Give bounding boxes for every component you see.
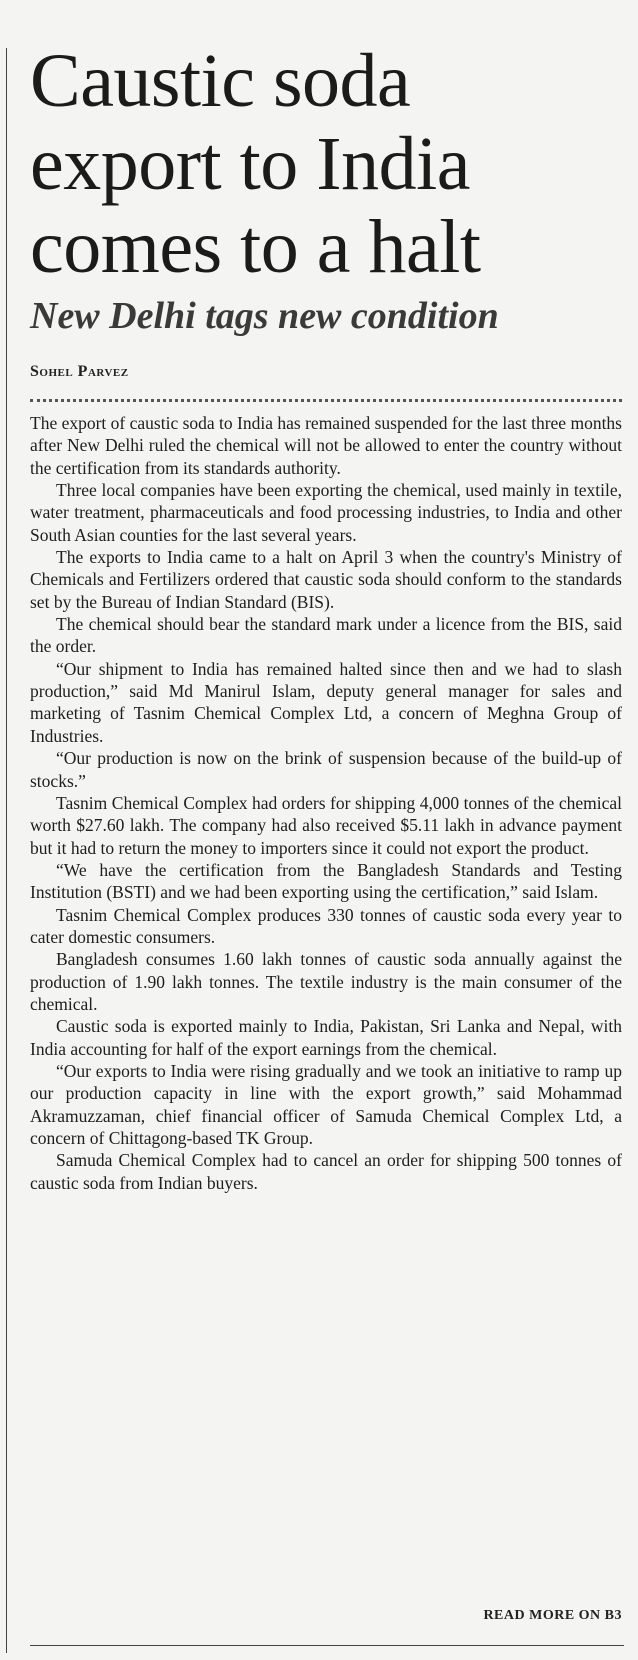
paragraph: The chemical should bear the standard mark under a licence from the BIS, said the order. [30, 614, 622, 657]
headline-line: Caustic soda [30, 39, 411, 123]
paragraph: Bangladesh consumes 1.60 lakh tonnes of caustic soda annually against the production of 1.90 lakh tonnes. The textile industry is the main consumer of the chemical. [30, 949, 622, 1014]
paragraph: Tasnim Chemical Complex had orders for shipping 4,000 tonnes of the chemical worth $27.60 lakh. The company had also received $5.11 lakh in advance payment but it had to return the money to importers since it could not export the product. [30, 792, 622, 858]
paragraph: Tasnim Chemical Complex produces 330 tonnes of caustic soda every year to cater domestic consumers. [30, 904, 622, 947]
headline-line: comes to a halt [30, 205, 481, 289]
byline: Sohel Parvez [30, 363, 129, 380]
paragraph: The export of caustic soda to India has remained suspended for the last three months after New Delhi ruled the chemical will not be allowed to enter the country without the certification from its standards authority. [30, 413, 622, 478]
news-article [30, 40, 622, 1194]
subheadline: New Delhi tags new condition [30, 295, 499, 337]
headline-line: export to India [30, 122, 470, 206]
read-more-link[interactable]: READ MORE ON B3 [483, 1608, 622, 1623]
headline [30, 40, 622, 289]
paragraph: “Our exports to India were rising gradually and we took an initiative to ramp up our production capacity in line with the export growth,” said Mohammad Akramuzzaman, chief financial officer of Samuda Chemical Complex Ltd, a concern of Chittagong-based TK Group. [30, 1060, 622, 1148]
article-body [30, 412, 622, 1194]
paragraph: Three local companies have been exporting the chemical, used mainly in textile, water treatment, pharmaceuticals and food processing industries, to India and other South Asian counties for the last several years. [30, 480, 622, 545]
bottom-rule [30, 1645, 624, 1646]
paragraph: “Our production is now on the brink of suspension because of the build-up of stocks.” [30, 748, 622, 791]
column-rule-left [6, 48, 7, 1653]
paragraph: The exports to India came to a halt on April 3 when the country's Ministry of Chemicals and Fertilizers ordered that caustic soda should conform to the standards set by the Bureau of Indian Standard (BIS). [30, 547, 622, 612]
paragraph: “We have the certification from the Bangladesh Standards and Testing Institution (BSTI) and we had been exporting using the certification,” said Islam. [30, 859, 622, 903]
paragraph: Caustic soda is exported mainly to India, Pakistan, Sri Lanka and Nepal, with India accounting for half of the export earnings from the chemical. [30, 1016, 622, 1059]
paragraph: Samuda Chemical Complex had to cancel an order for shipping 500 tonnes of caustic soda from Indian buyers. [30, 1150, 622, 1193]
paragraph: “Our shipment to India has remained halted since then and we had to slash production,” said Md Manirul Islam, deputy general manager for sales and marketing of Tasnim Chemical Complex Ltd, a concern of Meghna Group of Industries. [30, 658, 622, 746]
dotted-divider [30, 399, 622, 402]
